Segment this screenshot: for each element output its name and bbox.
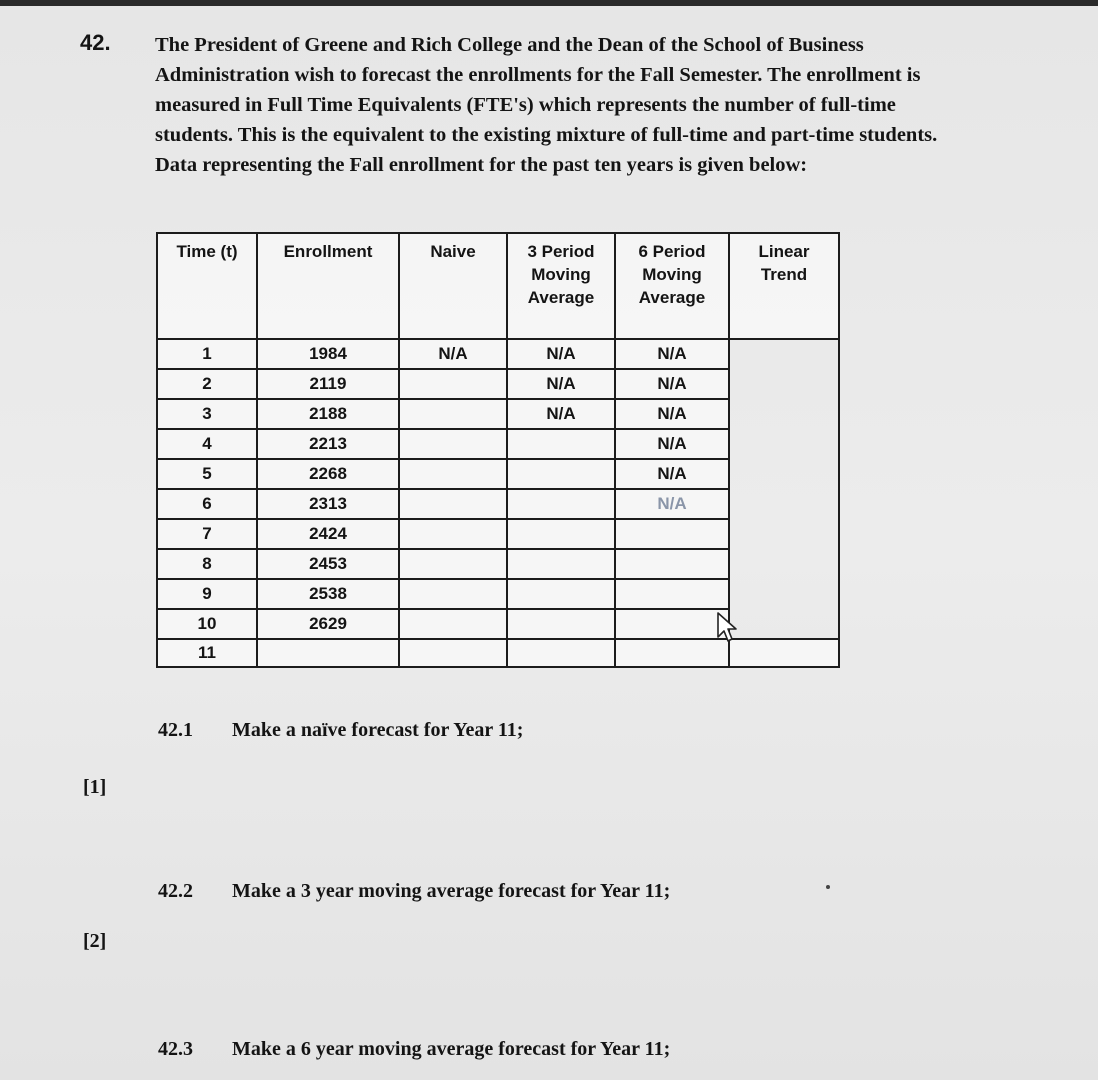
subquestion-text: Make a naïve forecast for Year 11; [232, 719, 524, 741]
cell-3-period-ma [507, 639, 615, 667]
cell-enrollment: 2268 [257, 459, 399, 489]
cell-naive [399, 429, 507, 459]
cell-time: 3 [157, 399, 257, 429]
cell-enrollment: 1984 [257, 339, 399, 369]
cell-linear-trend [729, 339, 839, 369]
header-3-period-ma: 3 Period Moving Average [507, 233, 615, 339]
cell-linear-trend [729, 459, 839, 489]
cell-naive [399, 549, 507, 579]
header-linear-trend: Linear Trend [729, 233, 839, 339]
cell-6-period-ma [615, 579, 729, 609]
intro-line: The President of Greene and Rich College and the Dean of the School of Business [155, 34, 864, 56]
table-header-row [157, 233, 839, 339]
cell-linear-trend [729, 399, 839, 429]
table-row [157, 369, 839, 399]
cell-enrollment: 2213 [257, 429, 399, 459]
cell-linear-trend [729, 519, 839, 549]
cell-time: 10 [157, 609, 257, 639]
subquestion-number: 42.2 [158, 880, 193, 902]
cell-time: 11 [157, 639, 257, 667]
cell-3-period-ma: N/A [507, 339, 615, 369]
subquestion-number: 42.1 [158, 719, 193, 741]
cell-enrollment: 2453 [257, 549, 399, 579]
cell-linear-trend [729, 369, 839, 399]
cell-3-period-ma [507, 429, 615, 459]
question-intro [155, 30, 1075, 180]
intro-line: Data representing the Fall enrollment for the past ten years is given below: [155, 154, 808, 176]
cell-enrollment: 2629 [257, 609, 399, 639]
table-row [157, 579, 839, 609]
cell-enrollment: 2424 [257, 519, 399, 549]
cell-time: 1 [157, 339, 257, 369]
cell-3-period-ma [507, 459, 615, 489]
cell-naive [399, 639, 507, 667]
subquestion-text: Make a 3 year moving average forecast for Year 11; [232, 880, 671, 902]
cell-linear-trend [729, 609, 839, 639]
table-row [157, 549, 839, 579]
cell-6-period-ma: N/A [615, 399, 729, 429]
table-row [157, 429, 839, 459]
table-row [157, 339, 839, 369]
question-number: 42. [80, 30, 111, 55]
cell-time: 8 [157, 549, 257, 579]
cell-naive [399, 399, 507, 429]
cell-6-period-ma: N/A [615, 459, 729, 489]
stray-dot [826, 885, 830, 889]
cell-6-period-ma [615, 609, 729, 639]
table-row [157, 399, 839, 429]
table-row [157, 489, 839, 519]
cell-naive: N/A [399, 339, 507, 369]
cell-6-period-ma [615, 639, 729, 667]
cell-6-period-ma [615, 519, 729, 549]
cell-time: 2 [157, 369, 257, 399]
header-6-period-ma: 6 Period Moving Average [615, 233, 729, 339]
cell-linear-trend [729, 489, 839, 519]
table-row [157, 519, 839, 549]
table-row [157, 459, 839, 489]
cell-3-period-ma [507, 489, 615, 519]
cell-enrollment: 2313 [257, 489, 399, 519]
cell-6-period-ma: N/A [615, 339, 729, 369]
subquestion-42-2 [158, 880, 670, 903]
window-top-edge [0, 0, 1098, 6]
cell-6-period-ma: N/A [615, 369, 729, 399]
cell-time: 6 [157, 489, 257, 519]
subquestion-number: 42.3 [158, 1038, 193, 1060]
cell-naive [399, 609, 507, 639]
cell-time: 9 [157, 579, 257, 609]
cell-enrollment: 2188 [257, 399, 399, 429]
marks-label: [1] [83, 776, 107, 798]
subquestion-42-3 [158, 1038, 670, 1061]
cell-3-period-ma: N/A [507, 369, 615, 399]
cell-linear-trend [729, 549, 839, 579]
cell-time: 7 [157, 519, 257, 549]
cell-naive [399, 519, 507, 549]
enrollment-table [156, 232, 840, 668]
cell-enrollment: 2538 [257, 579, 399, 609]
cell-naive [399, 579, 507, 609]
cell-3-period-ma [507, 549, 615, 579]
intro-line: measured in Full Time Equivalents (FTE's) which represents the number of full-time [155, 94, 896, 116]
subquestion-text: Make a 6 year moving average forecast for Year 11; [232, 1038, 671, 1060]
header-time: Time (t) [157, 233, 257, 339]
cell-naive [399, 459, 507, 489]
cell-6-period-ma [615, 549, 729, 579]
cell-6-period-ma: N/A [615, 489, 729, 519]
cell-linear-trend [729, 639, 839, 667]
mouse-pointer-icon [716, 611, 740, 645]
header-naive: Naive [399, 233, 507, 339]
intro-line: Administration wish to forecast the enrollments for the Fall Semester. The enrollment is [155, 64, 921, 86]
cell-linear-trend [729, 579, 839, 609]
cell-naive [399, 369, 507, 399]
cell-linear-trend [729, 429, 839, 459]
intro-line: students. This is the equivalent to the existing mixture of full-time and part-time students. [155, 124, 938, 146]
cell-enrollment: 2119 [257, 369, 399, 399]
cell-time: 5 [157, 459, 257, 489]
cell-3-period-ma [507, 519, 615, 549]
cell-naive [399, 489, 507, 519]
cell-3-period-ma: N/A [507, 399, 615, 429]
cell-time: 4 [157, 429, 257, 459]
header-enrollment: Enrollment [257, 233, 399, 339]
cell-3-period-ma [507, 609, 615, 639]
cell-enrollment [257, 639, 399, 667]
marks-label: [2] [83, 930, 107, 952]
cell-3-period-ma [507, 579, 615, 609]
subquestion-42-1 [158, 719, 523, 742]
cell-6-period-ma: N/A [615, 429, 729, 459]
